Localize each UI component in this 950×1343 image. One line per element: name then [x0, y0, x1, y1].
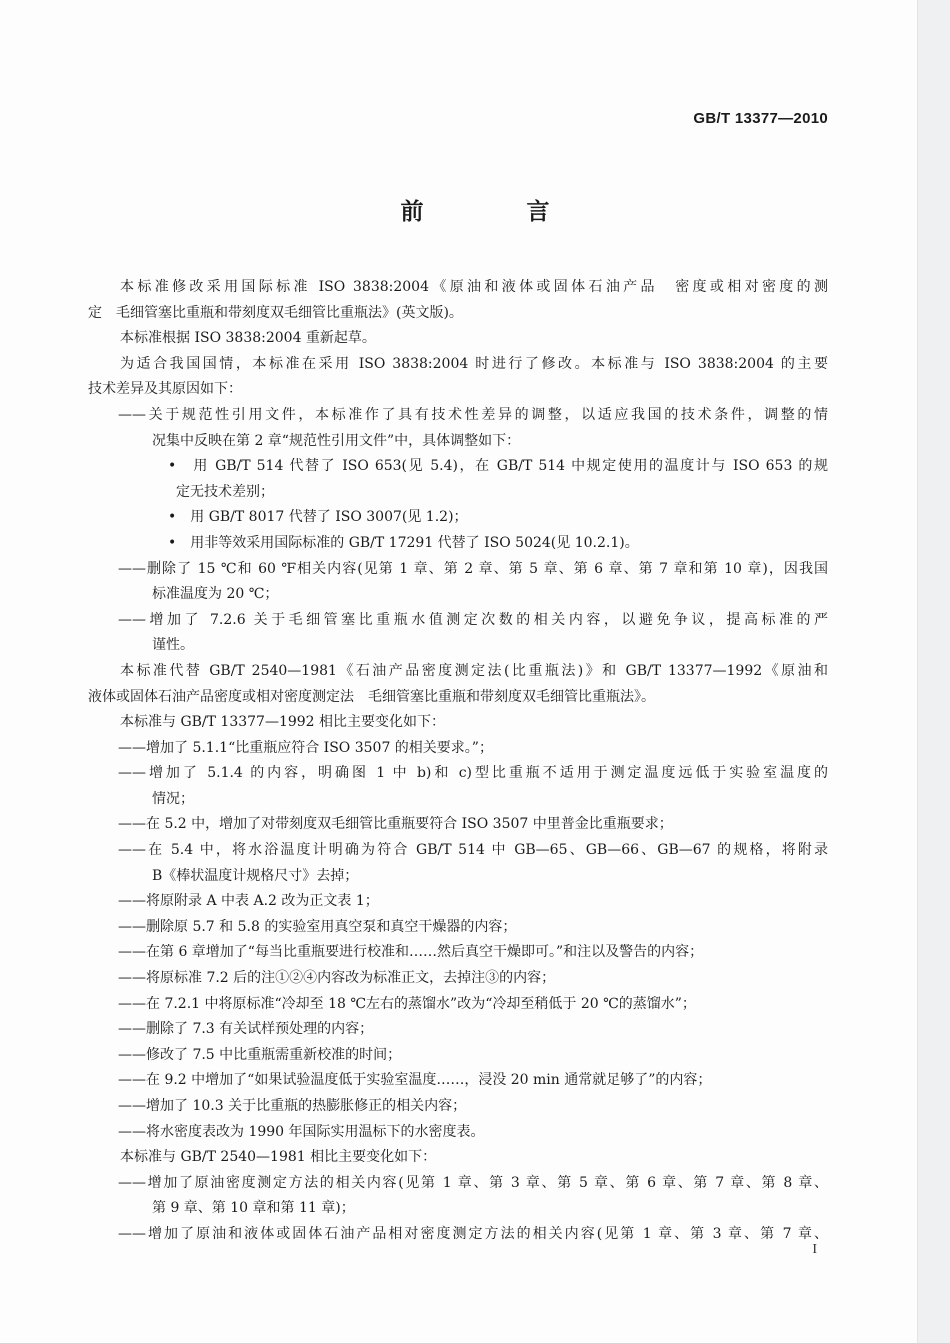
text-line: ——在 5.4 中，将水浴温度计明确为符合 GB/T 514 中 GB—65、GB—66、GB—67 的规格，将附录	[118, 842, 828, 859]
page-number: I	[812, 1242, 817, 1257]
text-line: ——在第 6 章增加了“每当比重瓶要进行校准和……然后真空干燥即可。”和注以及警告的内容；	[118, 944, 704, 961]
text-line: 标准温度为 20 ℃；	[152, 586, 279, 603]
text-line: 本标准代替 GB/T 2540—1981《石油产品密度测定法(比重瓶法)》和 GB/T 13377—1992《原油和	[120, 662, 828, 679]
text-line: ——删除了 7.3 有关试样预处理的内容；	[118, 1021, 374, 1038]
standard-code: GB/T 13377—2010	[693, 110, 828, 127]
text-line: 本标准修改采用国际标准 ISO 3838:2004《原油和液体或固体石油产品 密度或相对密度的测	[120, 279, 828, 295]
text-line: ——修改了 7.5 中比重瓶需重新校准的时间；	[118, 1046, 402, 1063]
text-line: ——关于规范性引用文件，本标准作了具有技术性差异的调整，以适应我国的技术条件，调整的情	[118, 406, 828, 423]
text-line: • 用 GB/T 514 代替了 ISO 653(见 5.4)，在 GB/T 514 中规定使用的温度计与 ISO 653 的规	[168, 458, 828, 475]
text-line: 本标准与 GB/T 2540—1981 相比主要变化如下：	[120, 1149, 437, 1166]
text-line: ——将水密度表改为 1990 年国际实用温标下的水密度表。	[118, 1123, 485, 1140]
body-text	[88, 275, 828, 1248]
text-line: ——在 7.2.1 中将原标准“冷却至 18 ℃左右的蒸馏水”改为“冷却至稍低于 20 ℃的蒸馏水”；	[118, 995, 696, 1012]
text-line: ——增加了 5.1.1“比重瓶应符合 ISO 3507 的相关要求。”；	[118, 739, 493, 756]
text-line: ——将原标准 7.2 后的注①②④内容改为标准正文，去掉注③的内容；	[118, 970, 556, 987]
text-line: 为适合我国国情，本标准在采用 ISO 3838:2004 时进行了修改。本标准与 ISO 3838:2004 的主要	[120, 355, 828, 372]
text-line: ——删除了 15 ℃和 60 ℉相关内容(见第 1 章、第 2 章、第 5 章、第 6 章、第 7 章和第 10 章)，因我国	[118, 560, 828, 577]
text-line: 本标准根据 ISO 3838:2004 重新起草。	[120, 330, 376, 347]
text-line: • 用非等效采用国际标准的 GB/T 17291 代替了 ISO 5024(见 10.2.1)。	[168, 534, 639, 551]
text-line: 况集中反映在第 2 章“规范性引用文件”中，具体调整如下：	[152, 432, 521, 449]
text-line: 谨性。	[152, 637, 194, 654]
text-line: 本标准与 GB/T 13377—1992 相比主要变化如下：	[120, 714, 446, 731]
text-line: B《棒状温度计规格尺寸》去掉；	[152, 867, 359, 884]
text-line: 液体或固体石油产品密度或相对密度测定法 毛细管塞比重瓶和带刻度双毛细管比重瓶法》。	[88, 688, 655, 705]
text-line: 技术差异及其原因如下：	[88, 381, 242, 398]
text-line: 第 9 章、第 10 章和第 11 章)；	[152, 1200, 355, 1217]
text-line: ——增加了 7.2.6 关于毛细管塞比重瓶水值测定次数的相关内容，以避免争议，提高标准的严	[118, 611, 828, 628]
text-line: ——增加了 5.1.4 的内容，明确图 1 中 b)和 c)型比重瓶不适用于测定温度远低于实验室温度的	[118, 765, 828, 782]
text-line: ——在 9.2 中增加了“如果试验温度低于实验室温度……，浸没 20 min 通常就足够了”的内容；	[118, 1072, 712, 1089]
text-line: ——在 5.2 中，增加了对带刻度双毛细管比重瓶要符合 ISO 3507 中里普金比重瓶要求；	[118, 816, 673, 833]
page-title: 前 言	[400, 199, 590, 225]
text-line: 定无技术差别；	[176, 483, 274, 500]
text-line: ——增加了原油密度测定方法的相关内容(见第 1 章、第 3 章、第 5 章、第 6 章、第 7 章、第 8 章、	[118, 1174, 828, 1191]
text-line: 定 毛细管塞比重瓶和带刻度双毛细管比重瓶法》(英文版)。	[88, 304, 463, 321]
text-line: 情况；	[152, 790, 194, 807]
text-line: ——将原附录 A 中表 A.2 改为正文表 1；	[118, 893, 379, 910]
text-line: ——删除原 5.7 和 5.8 的实验室用真空泵和真空干燥器的内容；	[118, 918, 517, 935]
text-line: ——增加了原油和液体或固体石油产品相对密度测定方法的相关内容(见第 1 章、第 3 章、第 7 章、	[118, 1225, 828, 1242]
text-line: • 用 GB/T 8017 代替了 ISO 3007(见 1.2)；	[168, 509, 468, 526]
text-line: ——增加了 10.3 关于比重瓶的热膨胀修正的相关内容；	[118, 1098, 467, 1114]
